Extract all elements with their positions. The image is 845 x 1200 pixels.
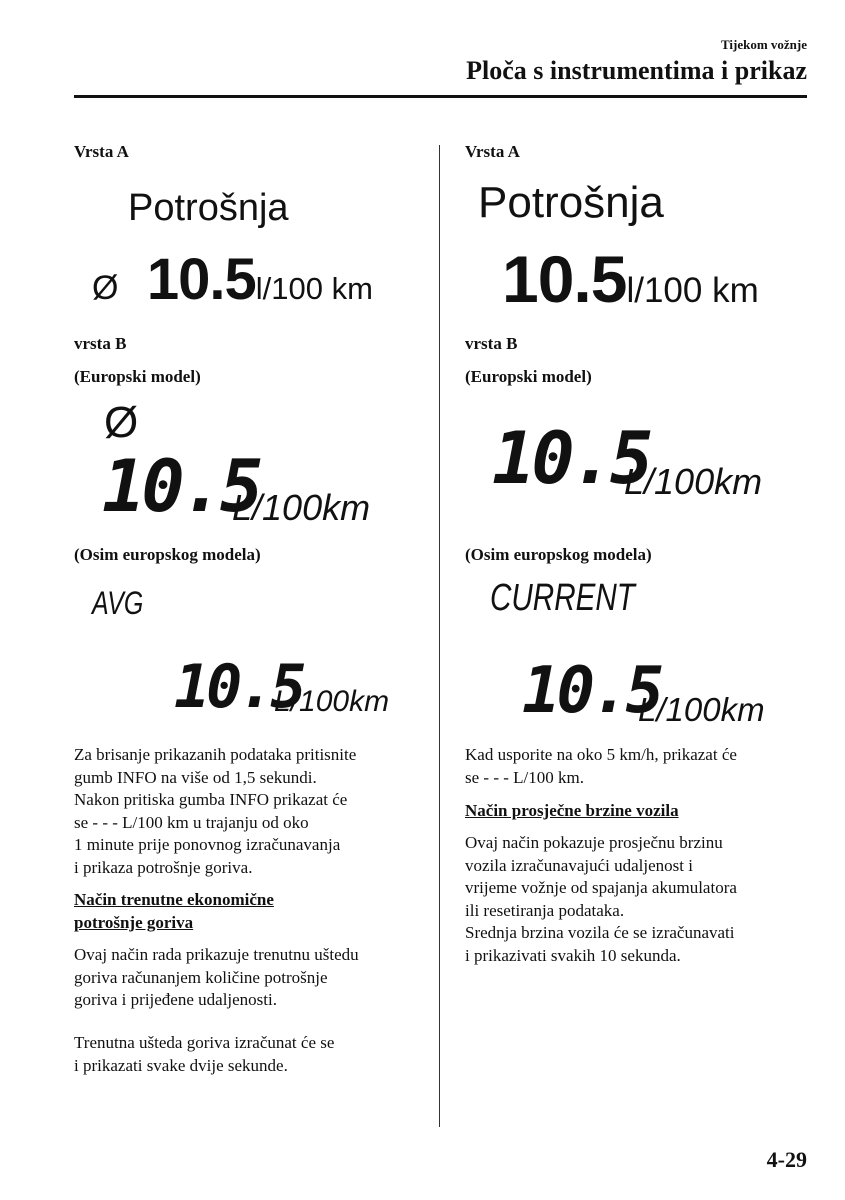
right-non-euro-label: (Osim europskog modela) (465, 545, 652, 564)
text-line: i prikazati svake dvije sekunde. (74, 1055, 288, 1075)
header-rule (74, 95, 807, 98)
text-line: Trenutna ušteda goriva izračunat će se (74, 1033, 335, 1052)
right-type-a-value: 10.5 (502, 242, 627, 316)
right-euro-unit: L/100km (624, 461, 763, 502)
left-type-b-label: vrsta B (74, 334, 127, 353)
left-section-heading (74, 889, 274, 934)
heading-line: Način trenutne ekonomične (74, 890, 274, 909)
text-line: gumb INFO na više od 1,5 sekundi. (74, 767, 317, 787)
text-line: Ovaj način pokazuje prosječnu brzinu (465, 833, 723, 852)
text-line: i prikazivati svakih 10 sekunda. (465, 945, 681, 965)
left-type-a-value: 10.5 (146, 247, 256, 312)
text-line: ili resetiranja podataka. (465, 900, 625, 920)
left-type-a-label: Vrsta A (74, 142, 129, 161)
right-section-body (465, 832, 737, 967)
average-symbol-icon: Ø (92, 269, 119, 307)
left-non-euro-value: 10.5 (174, 652, 303, 722)
text-line: se - - - L/100 km u trajanju od oko (74, 812, 309, 832)
column-divider (439, 145, 440, 1127)
text-line: Nakon pritiska gumba INFO prikazat će (74, 790, 348, 809)
running-header-section: Tijekom vožnje (720, 37, 807, 52)
left-avg-tag: AVG (92, 585, 144, 621)
right-current-tag: CURRENT (490, 577, 635, 619)
text-line: i prikaza potrošnje goriva. (74, 857, 253, 877)
right-type-a-label: Vrsta A (465, 142, 520, 161)
right-non-euro-unit: L/100km (638, 691, 765, 728)
text-line: 1 minute prije ponovnog izračunavanja (74, 835, 341, 854)
left-euro-value: 10.5 (102, 444, 260, 528)
right-euro-label: (Europski model) (465, 367, 592, 386)
left-type-a-unit: l/100 km (255, 271, 373, 306)
text-line: Ovaj način rada prikazuje trenutnu uštedu (74, 945, 359, 964)
right-type-a-reading (502, 241, 759, 317)
text-line: vozila izračunavajući udaljenost i (465, 855, 693, 875)
right-type-a-unit: l/100 km (626, 271, 759, 310)
average-symbol-icon: Ø (104, 398, 139, 447)
text-line: se - - - L/100 km. (465, 767, 584, 787)
right-euro-value: 10.5 (492, 416, 650, 500)
left-section-body (74, 944, 359, 1012)
left-section-body-2 (74, 1032, 334, 1077)
left-body-text (74, 744, 356, 879)
text-line: vrijeme vožnje od spajanja akumulatora (465, 878, 737, 897)
left-euro-unit: L/100km (232, 487, 371, 528)
text-line: Srednja brzina vozila će se izračunavati (465, 923, 735, 942)
text-line: goriva računanjem količine potrošnje (74, 967, 328, 987)
right-type-b-label: vrsta B (465, 334, 518, 353)
right-body-text (465, 744, 737, 789)
right-type-a-word: Potrošnja (478, 178, 664, 227)
heading-line: potrošnje goriva (74, 912, 194, 932)
text-line: Za brisanje prikazanih podataka pritisnite (74, 745, 357, 764)
text-line: goriva i prijeđene udaljenosti. (74, 990, 277, 1009)
right-non-euro-value: 10.5 (522, 654, 661, 728)
page-number: 4-29 (766, 1147, 807, 1172)
text-line: Kad usporite na oko 5 km/h, prikazat će (465, 745, 737, 764)
left-non-euro-label: (Osim europskog modela) (74, 545, 261, 564)
right-section-heading: Način prosječne brzine vozila (465, 801, 679, 820)
left-type-a-word: Potrošnja (128, 187, 289, 229)
left-euro-label: (Europski model) (74, 367, 201, 386)
page-title: Ploča s instrumentima i prikaz (466, 56, 807, 85)
left-type-a-reading (92, 246, 373, 313)
left-non-euro-unit: L/100km (274, 685, 390, 718)
